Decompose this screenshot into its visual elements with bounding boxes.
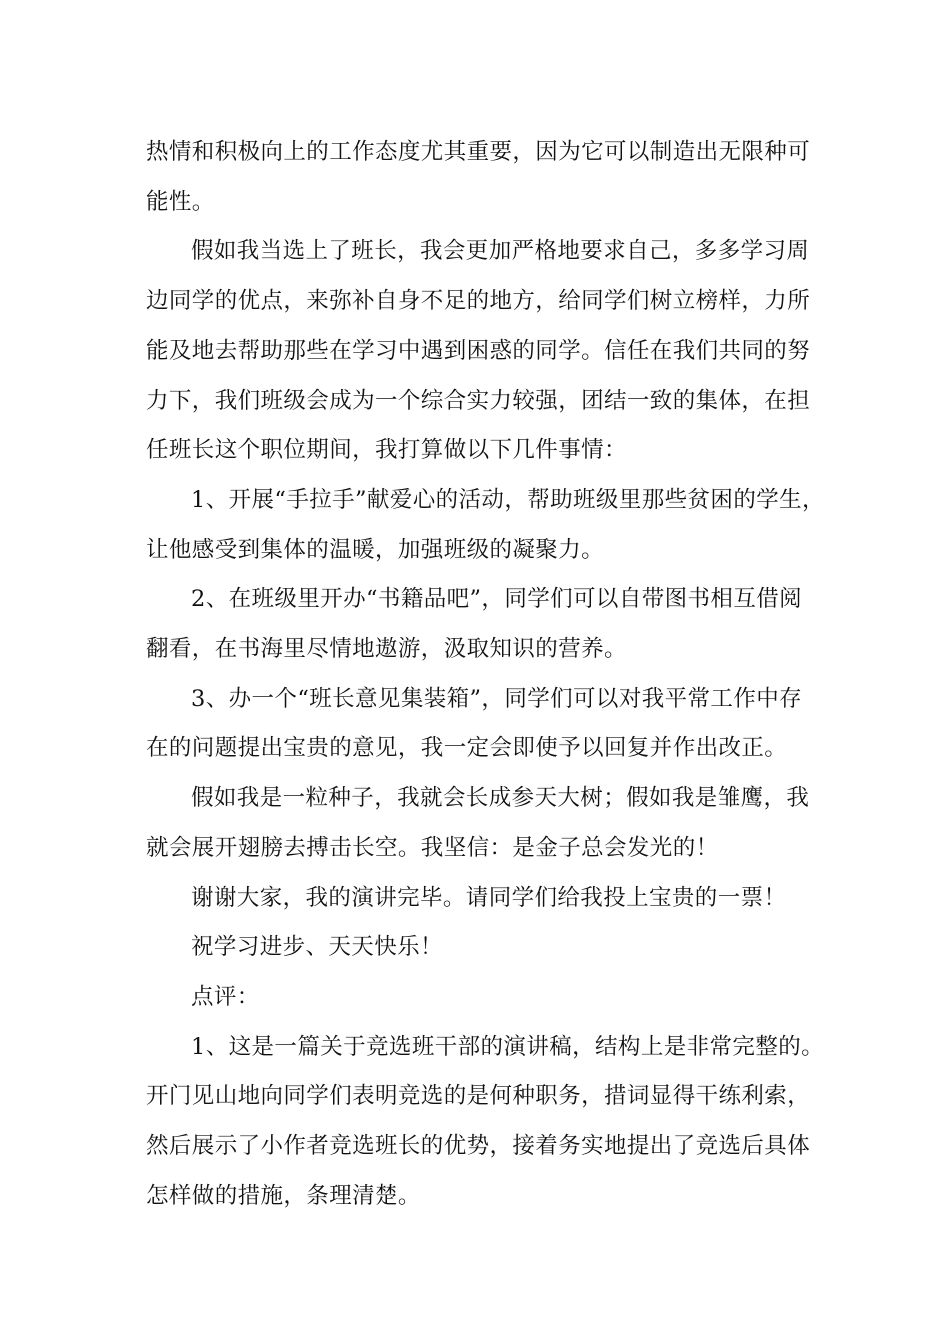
text-line: 让他感受到集体的温暖，加强班级的凝聚力。 — [146, 536, 605, 563]
text-line: 2、在班级里开办“书籍品吧”，同学们可以自带图书相互借阅 — [191, 586, 803, 613]
text-line: 然后展示了小作者竞选班长的优势，接着务实地提出了竞选后具体 — [146, 1133, 811, 1160]
paragraph — [146, 575, 836, 674]
text-line: 假如我是一粒种子，我就会长成参天大树；假如我是雏鹰，我 — [191, 785, 810, 812]
text-line: 1、开展“手拉手”献爱心的活动，帮助班级里那些贫困的学生， — [191, 486, 825, 513]
paragraph — [146, 923, 836, 973]
text-line: 任班长这个职位期间，我打算做以下几件事情： — [146, 437, 627, 464]
paragraph — [146, 128, 836, 227]
paragraph — [146, 476, 836, 575]
paragraph — [146, 1023, 836, 1222]
text-line: 热情和积极向上的工作态度尤其重要，因为它可以制造出无限种可 — [146, 139, 811, 165]
text-line: 翻看，在书海里尽情地遨游，汲取知识的营养。 — [146, 636, 627, 663]
text-line: 边同学的优点，来弥补自身不足的地方，给同学们树立榜样，力所 — [146, 288, 811, 315]
paragraph — [146, 973, 836, 1023]
text-line: 1、这是一篇关于竞选班干部的演讲稿，结构上是非常完整的。 — [191, 1033, 825, 1060]
text-line: 点评： — [191, 983, 260, 1010]
paragraph — [146, 675, 836, 774]
text-line: 能及地去帮助那些在学习中遇到困惑的同学。信任在我们共同的努 — [146, 337, 811, 364]
paragraph — [146, 874, 836, 924]
text-line: 开门见山地向同学们表明竞选的是何种职务，措词显得干练利索， — [146, 1083, 811, 1110]
paragraph — [146, 774, 836, 873]
text-line: 力下，我们班级会成为一个综合实力较强，团结一致的集体，在担 — [146, 387, 811, 414]
text-line: 谢谢大家，我的演讲完毕。请同学们给我投上宝贵的一票！ — [191, 884, 787, 911]
text-line: 假如我当选上了班长，我会更加严格地要求自己，多多学习周 — [191, 238, 810, 265]
text-line: 怎样做的措施，条理清楚。 — [146, 1182, 421, 1209]
text-line: 就会展开翅膀去搏击长空。我坚信：是金子总会发光的！ — [146, 834, 719, 861]
text-line: 能性。 — [146, 188, 215, 215]
text-line: 祝学习进步、天天快乐！ — [191, 934, 443, 961]
text-line: 3、办一个“班长意见集装箱”，同学们可以对我平常工作中存 — [191, 685, 803, 712]
text-line: 在的问题提出宝贵的意见，我一定会即使予以回复并作出改正。 — [146, 735, 788, 762]
document-body — [146, 128, 836, 1221]
paragraph — [146, 227, 836, 476]
